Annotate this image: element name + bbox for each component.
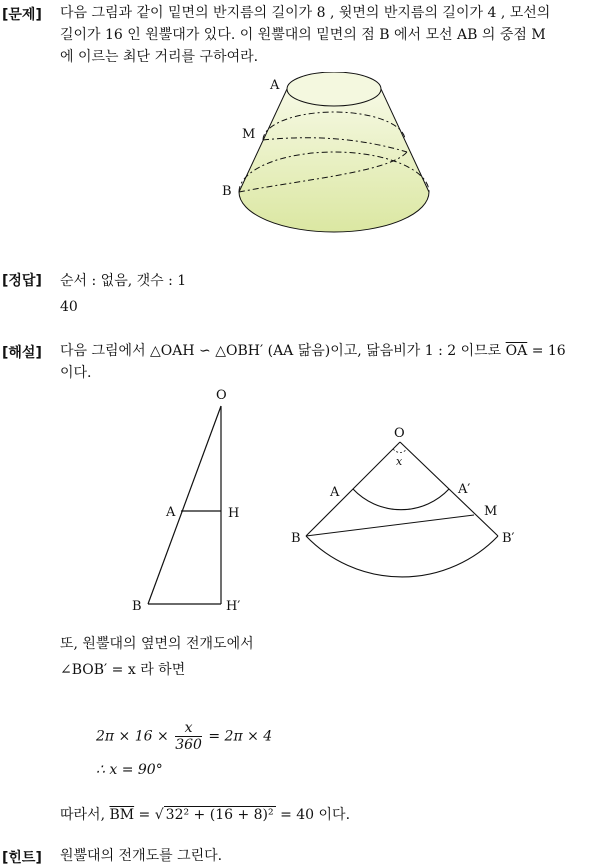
final-answer-line: 따라서, $\overline{BM}$ = √ 32² + (16 + 8)² = 40 이다.	[60, 807, 351, 823]
sector-label-B2: B′	[502, 531, 515, 546]
problem-line-3: 에 이르는 최단 거리를 구하여라.	[60, 49, 259, 65]
problem-line-1: 다음 그림과 같이 밑면의 반지름의 길이가 8 , 윗면의 반지름의 길이가 4 , 모선의	[60, 5, 551, 21]
explanation-line-4: ∠BOB′ = x 라 하면	[60, 662, 186, 678]
sector-label-B: B	[291, 531, 301, 546]
tri-label-H: H	[228, 506, 240, 521]
explanation-line-1: 다음 그림에서 △OAH ∽ △OBH′ (AA 닮음)이고, 닮음비가 1 : 2 이므로 $\overline{OA} = 16$	[60, 343, 566, 359]
sector-label-A: A	[330, 485, 340, 500]
answer-line-1: 순서 : 없음, 갯수 : 1	[60, 273, 187, 289]
answer-line-2: 40	[60, 299, 78, 315]
equation-1: 2π × 16 × $\frac{x}{360}$ = 2π × 4	[96, 720, 273, 753]
fraction: $\frac{x}{360}$	[175, 720, 202, 753]
problem-tag: [문제]	[2, 7, 42, 23]
sector-label-M: M	[484, 504, 498, 519]
sector-label-O: O	[394, 426, 405, 441]
label-M: M	[242, 127, 256, 142]
problem-line-2: 길이가 16 인 원뿔대가 있다. 이 원뿔대의 밑면의 점 B 에서 모선 AB 의 중점 M	[60, 27, 546, 43]
segment-BM: $\overline{BM}$	[109, 807, 135, 823]
tri-label-A: A	[166, 505, 176, 520]
tri-label-B: B	[132, 599, 142, 614]
sector-figure	[288, 420, 538, 586]
tri-label-H2: H′	[226, 599, 241, 614]
hint-tag: [힌트]	[2, 850, 42, 866]
answer-text	[60, 268, 586, 320]
answer-tag: [정답]	[2, 273, 42, 289]
triangle-figure	[128, 382, 248, 618]
explanation-text	[60, 340, 586, 384]
explanation-line-3: 또, 원뿔대의 옆면의 전개도에서	[60, 636, 254, 652]
problem-text	[60, 2, 586, 68]
label-A: A	[270, 78, 280, 93]
sqrt-expression: 32² + (16 + 8)²	[165, 807, 274, 823]
explanation-tag: [해설]	[2, 345, 42, 361]
segment-OA: $\overline{OA}$	[505, 343, 528, 359]
tri-label-O: O	[216, 388, 227, 403]
sector-label-x: x	[396, 455, 403, 468]
equation-2: ∴ x = 90°	[96, 762, 163, 778]
frustum-figure	[220, 72, 440, 240]
explanation-text-2	[60, 633, 586, 681]
hint-text: 원뿔대의 전개도를 그린다.	[60, 848, 223, 864]
explanation-line-2: 이다.	[60, 365, 92, 381]
label-B: B	[222, 184, 232, 199]
sector-label-A2: A′	[458, 482, 471, 497]
